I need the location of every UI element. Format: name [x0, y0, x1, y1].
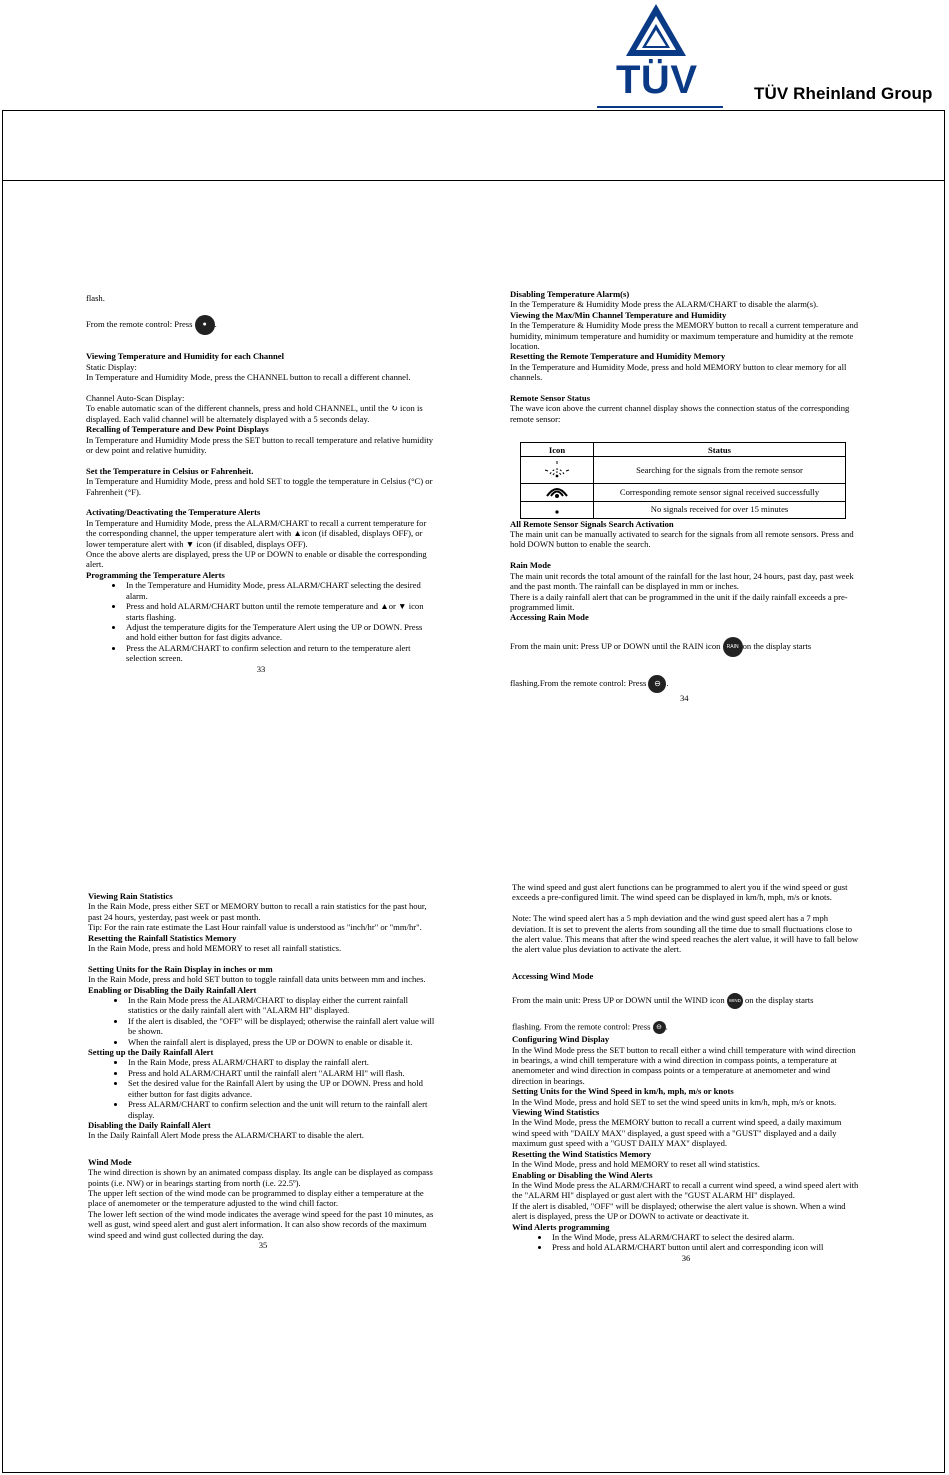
list-item: • Adjust the temperature digits for the Temperature Alert using the UP or DOWN. Press and hold either button for fast digits advance.	[124, 622, 436, 643]
section-text: The wind direction is shown by an animated compass display. Its angle can be displayed as compass points (i.e. NW) or in bearings starting from north (i.e. 22.5º).	[88, 1167, 433, 1188]
section-text: In the Wind Mode, press and hold MEMORY to reset all wind statistics.	[512, 1159, 760, 1170]
section-title: Configuring Wind Display	[512, 1034, 610, 1045]
page-number: 33	[256, 663, 266, 674]
section-text: The lower left section of the wind mode indicates the average wind speed for the past 10 minutes, as well as gust, wind speed alert and gust alert information. It can also show records of the maximum wind speed and wind gust collected during the day.	[88, 1208, 434, 1240]
bullet-list	[88, 1057, 438, 1119]
page-35	[88, 891, 438, 1250]
remote-button-icon: ⊖	[648, 675, 666, 693]
list-item: • In the Wind Mode, press ALARM/CHART to select the desired alarm.	[550, 1232, 860, 1242]
bullet-list	[86, 580, 436, 663]
list-item: • Press ALARM/CHART to confirm selection and the unit will return to the rainfall alert display.	[126, 1099, 438, 1120]
section-title: Programming the Temperature Alerts	[86, 569, 225, 580]
section-title: Setting Units for the Wind Speed in km/h, mph, m/s or knots	[512, 1086, 734, 1097]
section-text: There is a daily rainfall alert that can be programmed in the unit if the daily rainfall exceeds a pre-programmed limit.	[510, 591, 848, 612]
section-title: Setting up the Daily Rainfall Alert	[88, 1047, 214, 1058]
section-title: Set the Temperature in Celsius or Fahrenheit.	[86, 465, 254, 476]
brand-name: TÜV Rheinland Group	[754, 84, 933, 103]
remote-button-icon: ●	[195, 315, 215, 335]
section-text: In the Rain Mode, press and hold MEMORY to reset all rainfall statistics.	[88, 943, 342, 954]
rain-remote-line: flashing.From the remote control: Press ⊖ .	[510, 675, 860, 693]
section-text: In the Wind Mode press the SET button to recall either a wind chill temperature with wind direction in bearings, a wind chill temperature with a wind direction in compass points, a temperature at anemometer and wind direction in compass points or a temperature at anemometer and wind direction in bearings.	[512, 1044, 856, 1086]
section-text: In Temperature and Humidity Mode press the SET button to recall temperature and relative humidity or dew point and relative humidity.	[86, 434, 434, 456]
section-title: Viewing Temperature and Humidity for each Channel	[86, 351, 284, 362]
section-text: The main unit can be manually activated to search for the signals from all remote sensors. Press and hold DOWN button to enable the search.	[510, 529, 854, 550]
tuv-logo-text: TÜV	[616, 58, 698, 102]
table-row	[521, 501, 846, 518]
section-title: Resetting the Remote Temperature and Humidity Memory	[510, 351, 726, 362]
section-text: In the Daily Rainfall Alert Mode press the ALARM/CHART to disable the alert.	[88, 1130, 364, 1141]
table-row	[521, 484, 846, 501]
list-item: • If the alert is disabled, the "OFF" will be displayed; otherwise the rainfall alert value will be shown.	[126, 1016, 438, 1037]
section-title: Resetting the Rainfall Statistics Memory	[88, 932, 237, 943]
table-header: Status	[594, 443, 846, 457]
section-title: Setting Units for the Rain Display in inches or mm	[88, 963, 273, 974]
section-text: The main unit records the total amount of the rainfall for the last hour, 24 hours, past day, past week and the past month. The rainfall can be displayed in mm or inches.	[510, 570, 854, 592]
section-title: Disabling Temperature Alarm(s)	[510, 289, 630, 299]
section-text: In the Temperature and Humidity Mode, press and hold MEMORY button to clear memory for all channels.	[510, 361, 847, 383]
rain-icon: RAIN	[723, 637, 743, 657]
section-title: Enabling or Disabling the Daily Rainfall Alert	[88, 984, 257, 995]
section-title: Viewing Rain Statistics	[88, 891, 173, 901]
sensor-status-table	[520, 442, 846, 518]
list-item: • Press and hold ALARM/CHART until the rainfall alert "ALARM HI" will flash.	[126, 1068, 438, 1078]
section-title: Activating/Deactivating the Temperature Alerts	[86, 507, 261, 518]
section-subtitle: Static Display:	[86, 361, 137, 372]
wave-lost-icon	[521, 501, 594, 518]
section-text: To enable automatic scan of the different channels, press and hold CHANNEL, until the ↻ icon is displayed. Each valid channel will be alternately displayed with a 5 seconds delay.	[86, 403, 423, 424]
logo-underline	[597, 106, 723, 108]
section-title: Accessing Wind Mode	[512, 970, 594, 981]
list-item: • In the Rain Mode press the ALARM/CHART to display either the current rainfall statistics or the daily rainfall alert with "ALARM HI" displayed.	[126, 995, 438, 1016]
section-text: In the Wind Mode, press and hold SET to set the wind speed units in km/h, mph, m/s or knots.	[512, 1096, 837, 1107]
section-title: Remote Sensor Status	[510, 393, 591, 404]
section-text: In the Wind Mode press the ALARM/CHART to recall a current wind speed, a wind speed alert with the "ALARM HI" displayed or gust alert with the "GUST ALARM HI" displayed.	[512, 1179, 859, 1201]
section-title: Rain Mode	[510, 560, 551, 571]
list-item: • In the Temperature and Humidity Mode, press ALARM/CHART selecting the desired alarm.	[124, 580, 436, 601]
page-number: 34	[680, 692, 689, 703]
page-33	[86, 293, 436, 674]
section-title: Recalling of Temperature and Dew Point Displays	[86, 424, 269, 435]
rain-access-line: From the main unit: Press UP or DOWN until the RAIN icon RAIN on the display starts	[510, 637, 860, 657]
table-cell: Corresponding remote sensor signal received successfully	[594, 484, 846, 501]
section-text: In Temperature and Humidity Mode, press the ALARM/CHART to recall a current temperature for the corresponding channel, the upper temperature alert with ▲icon (if disabled, displays OFF), or lower temperature alert with ▼ icon (if disabled, displays OFF).	[86, 517, 427, 549]
section-title: Viewing Wind Statistics	[512, 1107, 600, 1118]
section-text: If the alert is disabled, "OFF" will be displayed; otherwise the alert value is shown. When a wind alert is displayed, press the UP or DOWN to activate or deactivate it.	[512, 1200, 846, 1222]
section-text: In Temperature and Humidity Mode, press and hold SET to toggle the temperature in Celsius (°C) or Fahrenheit (°F).	[86, 476, 433, 497]
section-text: Once the above alerts are displayed, press the UP or DOWN to enable or disable the corresponding alert.	[86, 549, 427, 570]
page-number: 35	[258, 1239, 268, 1250]
wind-access-line: From the main unit: Press UP or DOWN until the WIND icon WIND on the display starts	[512, 993, 860, 1009]
remote-button-icon: ⊖	[653, 1021, 666, 1034]
tuv-logo-triangle-icon	[624, 2, 688, 58]
list-item: • In the Rain Mode, press ALARM/CHART to display the rainfall alert.	[126, 1057, 438, 1067]
table-cell: No signals received for over 15 minutes	[594, 501, 846, 518]
table-header: Icon	[521, 443, 594, 457]
section-subtitle: Channel Auto-Scan Display:	[86, 393, 185, 404]
header-divider	[2, 180, 945, 181]
section-text: The wave icon above the current channel display shows the connection status of the corresponding remote sensor:	[510, 403, 850, 424]
section-text: Tip: For the rain rate estimate the Last Hour rainfall value is understood as "inch/hr" or "mm/hr".	[88, 922, 422, 933]
section-title: All Remote Sensor Signals Search Activation	[510, 518, 674, 529]
section-text: In the Rain Mode, press either SET or MEMORY button to recall a rain statistics for the past hour, past 24 hours, yesterday, past week or past month.	[88, 901, 427, 922]
list-item: • When the rainfall alert is displayed, press the UP or DOWN to enable or disable it.	[126, 1037, 438, 1047]
page-36	[512, 882, 860, 1263]
section-title: Accessing Rain Mode	[510, 612, 589, 623]
section-text: The upper left section of the wind mode can be programmed to display either a temperature at the place of anemometer or the temperature adjusted to the wind chill factor.	[88, 1187, 424, 1209]
section-text: Note: The wind speed alert has a 5 mph deviation and the wind gust speed alert has a 7 mph deviation. It is set to prevent the alerts from sounding all the time due to small fluctuations close to the alert value. This means that after the wind speed reaches the alert value, it will have to fall below the alert value plus deviation to activate the alert.	[512, 913, 859, 955]
section-text: In the Wind Mode, press the MEMORY button to recall a current wind speed, a daily maximum wind speed with "DAILY MAX" displayed, a gust speed with a "GUST" displayed and a daily maximum gust speed with a "GUST DAILY MAX" displayed.	[512, 1117, 842, 1149]
list-item: • Press and hold ALARM/CHART button until alert and corresponding icon will	[550, 1242, 860, 1252]
section-title: Resetting the Wind Statistics Memory	[512, 1148, 652, 1159]
section-text: In the Temperature & Humidity Mode press the ALARM/CHART to disable the alarm(s).	[510, 299, 819, 310]
section-title: Viewing the Max/Min Channel Temperature and Humidity	[510, 309, 727, 320]
wave-searching-icon	[521, 457, 594, 484]
list-item: • Set the desired value for the Rainfall Alert by using the UP or DOWN. Press and hold either button for fast digits advance.	[126, 1078, 438, 1099]
section-title: Wind Mode	[88, 1156, 132, 1167]
section-text: In the Rain Mode, press and hold SET button to toggle rainfall data units between mm and inches.	[88, 974, 426, 985]
remote-press-line: From the remote control: Press ● .	[86, 315, 436, 335]
section-text: In Temperature and Humidity Mode, press the CHANNEL button to recall a different channel.	[86, 372, 411, 383]
wind-remote-line: flashing. From the remote control: Press ⊖ .	[512, 1021, 860, 1034]
table-row	[521, 457, 846, 484]
text-flash: flash.	[86, 293, 105, 303]
section-text: The wind speed and gust alert functions can be programmed to alert you if the wind speed or gust exceeds a pre-configured limit. The wind speed can be displayed in km/h, mph, m/s or knots.	[512, 882, 848, 903]
bullet-list	[88, 995, 438, 1047]
list-item: • Press and hold ALARM/CHART button until the remote temperature and ▲or ▼ icon starts flashing.	[124, 601, 436, 622]
page-number: 36	[681, 1252, 691, 1263]
bullet-list	[512, 1232, 860, 1253]
section-text: In the Temperature & Humidity Mode press the MEMORY button to recall a current temperature and humidity, minimum temperature and humidity or maximum temperature and humidity at the remote location.	[510, 320, 859, 352]
wind-icon: WIND	[727, 993, 743, 1009]
section-title: Wind Alerts programming	[512, 1221, 610, 1232]
section-title: Enabling or Disabling the Wind Alerts	[512, 1169, 653, 1180]
page-34	[510, 289, 860, 703]
section-title: Disabling the Daily Rainfall Alert	[88, 1119, 211, 1130]
table-cell: Searching for the signals from the remote sensor	[594, 457, 846, 484]
list-item: • Press the ALARM/CHART to confirm selection and return to the temperature alert selection screen.	[124, 643, 436, 664]
wave-connected-icon	[521, 484, 594, 501]
